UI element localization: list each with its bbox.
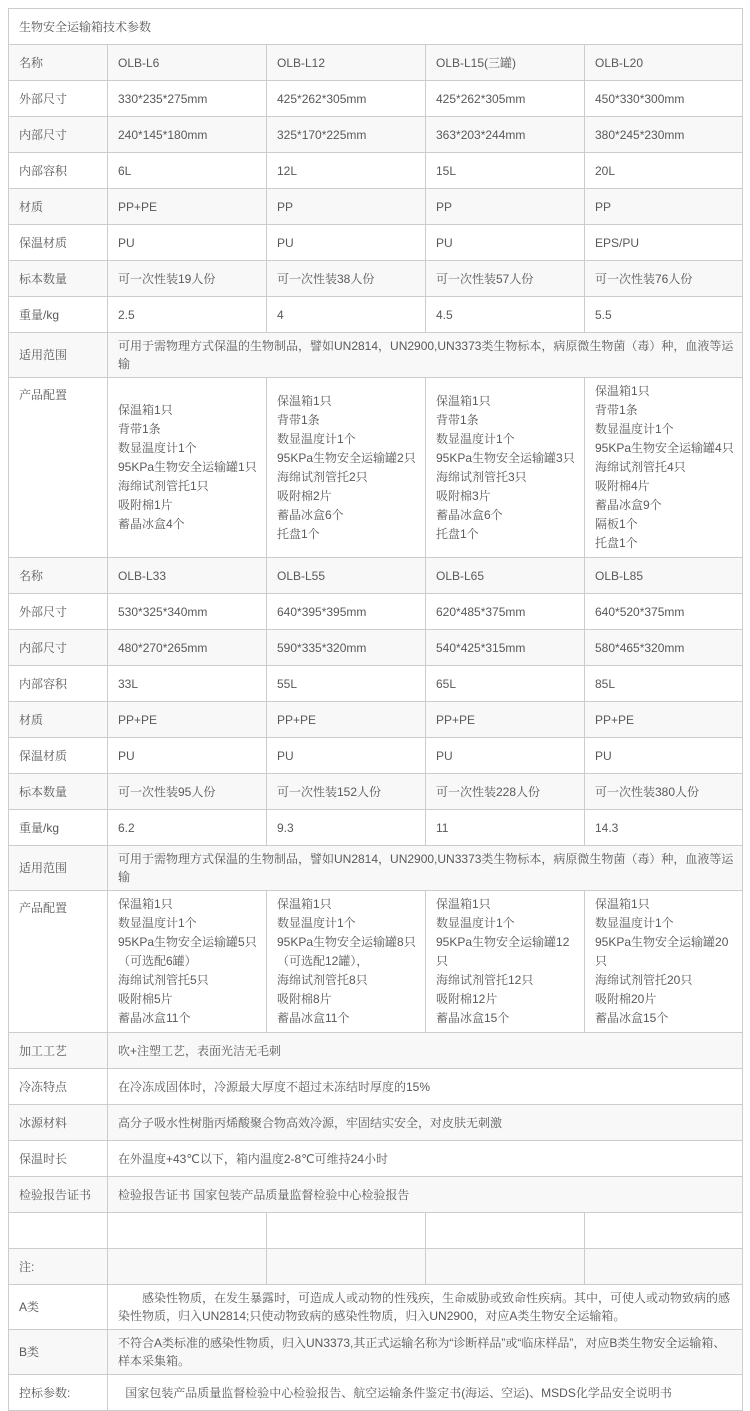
row-label-cell: 标本数量 bbox=[9, 261, 108, 297]
row-label-cell: 重量/kg bbox=[9, 810, 108, 846]
value-cell: 580*465*320mm bbox=[585, 630, 743, 666]
row-label-cell: 产品配置 bbox=[9, 378, 108, 558]
row-value-cell: 高分子吸水性树脂丙烯酸聚合物高效冷源，牢固结实安全，对皮肤无刺激 bbox=[108, 1105, 743, 1141]
value-cell: 6.2 bbox=[108, 810, 267, 846]
config-line: 95KPa生物安全运输罐1只 bbox=[118, 460, 257, 474]
table-row bbox=[9, 45, 743, 81]
row-label-cell: 外部尺寸 bbox=[9, 594, 108, 630]
config-line: 托盘1个 bbox=[277, 526, 320, 541]
table-title-cell: 生物安全运输箱技术参数 bbox=[9, 9, 743, 45]
config-line: 背带1条 bbox=[595, 403, 638, 417]
config-line: 蓄晶冰盒15个 bbox=[436, 1011, 510, 1025]
value-cell: PU bbox=[108, 738, 267, 774]
config-line: 95KPa生物安全运输罐2只 bbox=[277, 450, 416, 465]
table-row bbox=[9, 666, 743, 702]
config-line: 吸附棉5片 bbox=[118, 992, 173, 1006]
config-line: 95KPa生物安全运输罐8只（可选配12罐）， bbox=[277, 935, 416, 968]
value-cell: PU bbox=[108, 225, 267, 261]
value-cell: OLB-L15(三罐) bbox=[426, 45, 585, 81]
table-row bbox=[9, 738, 743, 774]
value-cell: 可一次性装228人份 bbox=[426, 774, 585, 810]
value-cell bbox=[585, 1213, 743, 1249]
value-cell: PP bbox=[426, 189, 585, 225]
table-row bbox=[9, 378, 743, 558]
value-cell: PU bbox=[426, 738, 585, 774]
config-line: 海绵试剂管托20只 bbox=[595, 973, 693, 987]
value-cell: 4 bbox=[267, 297, 426, 333]
row-label-cell: 内部容积 bbox=[9, 666, 108, 702]
row-label-cell: 检验报告证书 bbox=[9, 1177, 108, 1213]
config-line: 保温箱1只 bbox=[595, 384, 650, 398]
value-cell: 590*335*320mm bbox=[267, 630, 426, 666]
value-cell: PP bbox=[585, 189, 743, 225]
row-label-cell: 控标参数: bbox=[9, 1375, 108, 1411]
value-cell: PP+PE bbox=[426, 702, 585, 738]
config-line: 数显温度计1个 bbox=[436, 916, 515, 930]
config-cell bbox=[426, 891, 585, 1033]
row-value-cell: 检验报告证书 国家包装产品质量监督检验中心检验报告 bbox=[108, 1177, 743, 1213]
row-label-cell: 加工工艺 bbox=[9, 1033, 108, 1069]
value-cell bbox=[426, 1213, 585, 1249]
value-cell: 2.5 bbox=[108, 297, 267, 333]
spec-table bbox=[8, 8, 743, 1411]
spec-table-body bbox=[9, 9, 743, 1411]
row-value-cell: 在外温度+43℃以下，箱内温度2-8℃可维持24小时 bbox=[108, 1141, 743, 1177]
config-line: 蓄晶冰盒6个 bbox=[277, 507, 344, 522]
config-line: 吸附棉2片 bbox=[277, 488, 332, 503]
value-cell: OLB-L33 bbox=[108, 558, 267, 594]
config-line: 保温箱1只 bbox=[277, 393, 332, 408]
value-cell: 640*520*375mm bbox=[585, 594, 743, 630]
config-cell bbox=[585, 891, 743, 1033]
value-cell: 450*330*300mm bbox=[585, 81, 743, 117]
config-line: 吸附棉1片 bbox=[118, 498, 173, 512]
config-line: 背带1条 bbox=[436, 412, 479, 427]
row-label-cell: 标本数量 bbox=[9, 774, 108, 810]
config-line: 95KPa生物安全运输罐4只 bbox=[595, 441, 734, 455]
row-label-cell: 重量/kg bbox=[9, 297, 108, 333]
value-cell: 55L bbox=[267, 666, 426, 702]
table-row bbox=[9, 630, 743, 666]
config-cell bbox=[108, 891, 267, 1033]
row-label-cell: 内部容积 bbox=[9, 153, 108, 189]
config-cell bbox=[267, 378, 426, 558]
table-row bbox=[9, 9, 743, 45]
value-cell: OLB-L85 bbox=[585, 558, 743, 594]
value-cell: 33L bbox=[108, 666, 267, 702]
row-label-cell: 冷冻特点 bbox=[9, 1069, 108, 1105]
table-row bbox=[9, 1213, 743, 1249]
value-cell: 330*235*275mm bbox=[108, 81, 267, 117]
config-line: 背带1条 bbox=[118, 422, 161, 436]
row-label-cell bbox=[9, 1213, 108, 1249]
value-cell bbox=[108, 1213, 267, 1249]
config-line: 95KPa生物安全运输罐20只 bbox=[595, 935, 729, 968]
config-cell bbox=[267, 891, 426, 1033]
config-line: 海绵试剂管托2只 bbox=[277, 469, 368, 484]
config-line: 保温箱1只 bbox=[277, 897, 332, 911]
value-cell: EPS/PU bbox=[585, 225, 743, 261]
config-line: 保温箱1只 bbox=[436, 393, 491, 408]
config-line: 吸附棉12片 bbox=[436, 992, 498, 1006]
value-cell: 620*485*375mm bbox=[426, 594, 585, 630]
table-row bbox=[9, 117, 743, 153]
config-line: 海绵试剂管托3只 bbox=[436, 469, 527, 484]
config-line: 蓄晶冰盒9个 bbox=[595, 498, 662, 512]
config-line: 保温箱1只 bbox=[436, 897, 491, 911]
row-value-cell: 可用于需物理方式保温的生物制品，譬如UN2814，UN2900,UN3373类生物标本，病原微生物菌（毒）种，血液等运输 bbox=[108, 846, 743, 891]
value-cell: 11 bbox=[426, 810, 585, 846]
value-cell: 5.5 bbox=[585, 297, 743, 333]
value-cell: PP+PE bbox=[585, 702, 743, 738]
table-row bbox=[9, 1285, 743, 1330]
row-label-cell: 外部尺寸 bbox=[9, 81, 108, 117]
config-line: 蓄晶冰盒6个 bbox=[436, 507, 503, 522]
value-cell: OLB-L65 bbox=[426, 558, 585, 594]
value-cell: PP+PE bbox=[108, 189, 267, 225]
value-cell: 380*245*230mm bbox=[585, 117, 743, 153]
value-cell: PU bbox=[267, 738, 426, 774]
config-line: 保温箱1只 bbox=[118, 403, 173, 417]
value-cell: 363*203*244mm bbox=[426, 117, 585, 153]
value-cell bbox=[426, 1249, 585, 1285]
table-row bbox=[9, 558, 743, 594]
table-row bbox=[9, 1033, 743, 1069]
value-cell: OLB-L55 bbox=[267, 558, 426, 594]
table-row bbox=[9, 261, 743, 297]
config-line: 吸附棉20片 bbox=[595, 992, 657, 1006]
table-row bbox=[9, 810, 743, 846]
row-value-cell: 不符合A类标准的感染性物质，归入UN3373,其正式运输名称为“诊断样品”或“临床样品”，对应B类生物安全运输箱、样本采集箱。 bbox=[108, 1330, 743, 1375]
config-line: 数显温度计1个 bbox=[595, 916, 674, 930]
config-line: 数显温度计1个 bbox=[277, 916, 356, 930]
table-row bbox=[9, 1105, 743, 1141]
value-cell bbox=[108, 1249, 267, 1285]
config-line: 背带1条 bbox=[277, 412, 320, 427]
config-line: 数显温度计1个 bbox=[436, 431, 515, 446]
value-cell bbox=[585, 1249, 743, 1285]
value-cell: 530*325*340mm bbox=[108, 594, 267, 630]
table-row bbox=[9, 594, 743, 630]
row-label-cell: 内部尺寸 bbox=[9, 117, 108, 153]
config-line: 海绵试剂管托8只 bbox=[277, 973, 368, 987]
config-cell bbox=[585, 378, 743, 558]
value-cell: 240*145*180mm bbox=[108, 117, 267, 153]
row-label-cell: 适用范围 bbox=[9, 846, 108, 891]
value-cell: PU bbox=[426, 225, 585, 261]
row-label-cell: 产品配置 bbox=[9, 891, 108, 1033]
value-cell: PP+PE bbox=[108, 702, 267, 738]
row-label-cell: 保温材质 bbox=[9, 225, 108, 261]
config-cell bbox=[108, 378, 267, 558]
config-line: 海绵试剂管托5只 bbox=[118, 973, 209, 987]
value-cell: PU bbox=[267, 225, 426, 261]
value-cell: OLB-L20 bbox=[585, 45, 743, 81]
table-row bbox=[9, 1330, 743, 1375]
table-row bbox=[9, 297, 743, 333]
value-cell: 可一次性装57人份 bbox=[426, 261, 585, 297]
row-label-cell: 名称 bbox=[9, 45, 108, 81]
value-cell: 20L bbox=[585, 153, 743, 189]
value-cell: 15L bbox=[426, 153, 585, 189]
value-cell: 可一次性装152人份 bbox=[267, 774, 426, 810]
value-cell: OLB-L12 bbox=[267, 45, 426, 81]
value-cell: 可一次性装76人份 bbox=[585, 261, 743, 297]
row-label-cell: 保温时长 bbox=[9, 1141, 108, 1177]
row-label-cell: 内部尺寸 bbox=[9, 630, 108, 666]
value-cell: 可一次性装380人份 bbox=[585, 774, 743, 810]
config-line: 95KPa生物安全运输罐3只 bbox=[436, 450, 575, 465]
config-line: 海绵试剂管托12只 bbox=[436, 973, 534, 987]
config-line: 数显温度计1个 bbox=[277, 431, 356, 446]
config-line: 海绵试剂管托4只 bbox=[595, 460, 686, 474]
value-cell: OLB-L6 bbox=[108, 45, 267, 81]
table-row bbox=[9, 1069, 743, 1105]
config-line: 数显温度计1个 bbox=[595, 422, 674, 436]
value-cell: 425*262*305mm bbox=[267, 81, 426, 117]
config-line: 数显温度计1个 bbox=[118, 916, 197, 930]
table-row bbox=[9, 702, 743, 738]
config-line: 数显温度计1个 bbox=[118, 441, 197, 455]
value-cell: PP+PE bbox=[267, 702, 426, 738]
value-cell: 6L bbox=[108, 153, 267, 189]
config-line: 托盘1个 bbox=[595, 536, 638, 550]
value-cell bbox=[267, 1213, 426, 1249]
table-row bbox=[9, 1141, 743, 1177]
table-row bbox=[9, 81, 743, 117]
row-value-cell: 感染性物质，在发生暴露时，可造成人或动物的性残疾，生命威胁或致命性疾病。其中，可使人或动物致病的感染性物质，归入UN2814;只使动物致病的感染性物质，归入UN2900，对应A类生物安全运输箱。 bbox=[108, 1285, 743, 1330]
config-line: 吸附棉8片 bbox=[277, 992, 332, 1006]
value-cell: 可一次性装19人份 bbox=[108, 261, 267, 297]
config-cell bbox=[426, 378, 585, 558]
value-cell: PP bbox=[267, 189, 426, 225]
row-label-cell: 冰源材料 bbox=[9, 1105, 108, 1141]
value-cell: 425*262*305mm bbox=[426, 81, 585, 117]
value-cell: 14.3 bbox=[585, 810, 743, 846]
value-cell: 4.5 bbox=[426, 297, 585, 333]
table-row bbox=[9, 153, 743, 189]
row-label-cell: 注: bbox=[9, 1249, 108, 1285]
config-line: 托盘1个 bbox=[436, 526, 479, 541]
config-line: 95KPa生物安全运输罐12只 bbox=[436, 935, 570, 968]
row-label-cell: 材质 bbox=[9, 189, 108, 225]
config-line: 吸附棉3片 bbox=[436, 488, 491, 503]
config-line: 海绵试剂管托1只 bbox=[118, 479, 209, 493]
value-cell: 85L bbox=[585, 666, 743, 702]
row-value-cell: 可用于需物理方式保温的生物制品，譬如UN2814，UN2900,UN3373类生物标本，病原微生物菌（毒）种，血液等运输 bbox=[108, 333, 743, 378]
config-line: 保温箱1只 bbox=[595, 897, 650, 911]
row-label-cell: 材质 bbox=[9, 702, 108, 738]
value-cell: 65L bbox=[426, 666, 585, 702]
value-cell: 12L bbox=[267, 153, 426, 189]
value-cell: PU bbox=[585, 738, 743, 774]
table-row bbox=[9, 774, 743, 810]
value-cell: 325*170*225mm bbox=[267, 117, 426, 153]
config-line: 保温箱1只 bbox=[118, 897, 173, 911]
config-line: 蓄晶冰盒15个 bbox=[595, 1011, 669, 1025]
row-label-cell: B类 bbox=[9, 1330, 108, 1375]
row-label-cell: 适用范围 bbox=[9, 333, 108, 378]
row-value-cell: 国家包装产品质量监督检验中心检验报告、航空运输条件鉴定书(海运、空运)、MSDS化学品安全说明书 bbox=[108, 1375, 743, 1411]
value-cell: 640*395*395mm bbox=[267, 594, 426, 630]
row-label-cell: A类 bbox=[9, 1285, 108, 1330]
config-line: 隔板1个 bbox=[595, 517, 638, 531]
value-cell: 9.3 bbox=[267, 810, 426, 846]
config-line: 95KPa生物安全运输罐5只（可选配6罐） bbox=[118, 935, 257, 968]
row-value-cell: 吹+注塑工艺，表面光洁无毛刺 bbox=[108, 1033, 743, 1069]
row-label-cell: 名称 bbox=[9, 558, 108, 594]
table-row bbox=[9, 1375, 743, 1411]
row-value-cell: 在冷冻成固体时，冷源最大厚度不超过未冻结时厚度的15% bbox=[108, 1069, 743, 1105]
table-row bbox=[9, 333, 743, 378]
config-line: 蓄晶冰盒11个 bbox=[277, 1011, 350, 1025]
table-row bbox=[9, 1249, 743, 1285]
value-cell: 可一次性装38人份 bbox=[267, 261, 426, 297]
table-row bbox=[9, 891, 743, 1033]
table-row bbox=[9, 1177, 743, 1213]
table-row bbox=[9, 846, 743, 891]
value-cell bbox=[267, 1249, 426, 1285]
row-label-cell: 保温材质 bbox=[9, 738, 108, 774]
table-row bbox=[9, 225, 743, 261]
config-line: 蓄晶冰盒11个 bbox=[118, 1011, 191, 1025]
value-cell: 480*270*265mm bbox=[108, 630, 267, 666]
config-line: 吸附棉4片 bbox=[595, 479, 650, 493]
table-row bbox=[9, 189, 743, 225]
config-line: 蓄晶冰盒4个 bbox=[118, 517, 185, 531]
value-cell: 540*425*315mm bbox=[426, 630, 585, 666]
value-cell: 可一次性装95人份 bbox=[108, 774, 267, 810]
